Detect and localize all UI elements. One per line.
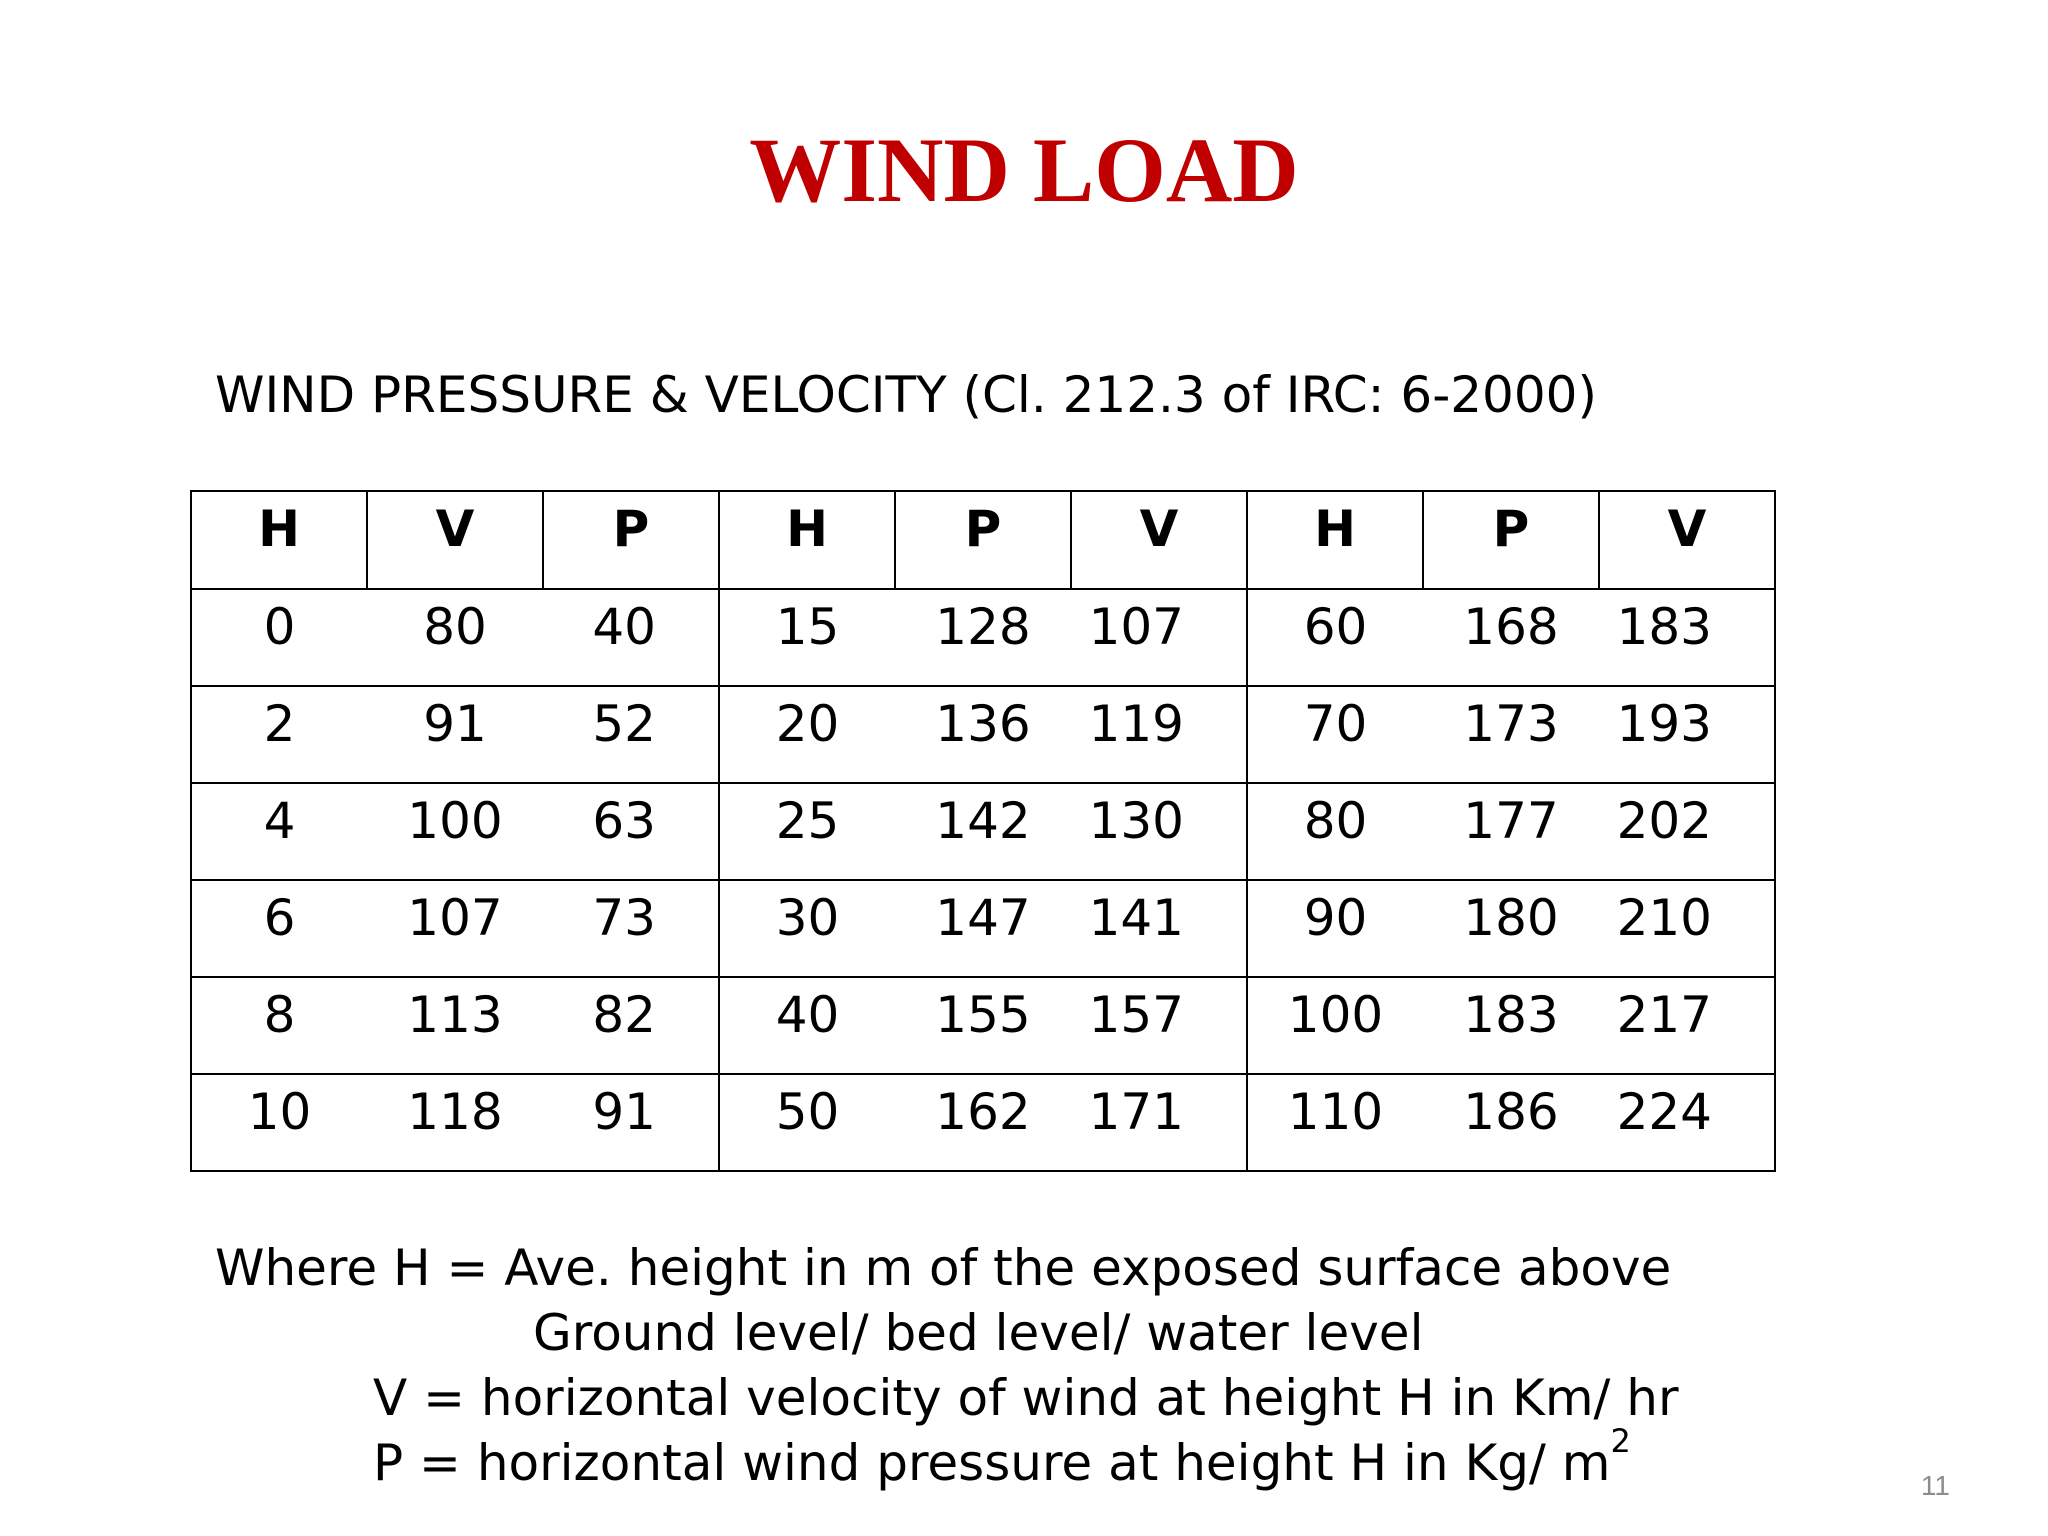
- table-cell: 10: [191, 1074, 367, 1171]
- table-cell: 119: [1071, 686, 1247, 783]
- note-velocity: V = horizontal velocity of wind at height H in Km/ hr: [373, 1369, 1679, 1427]
- table-cell: 183: [1423, 977, 1599, 1074]
- table-cell: 25: [719, 783, 895, 880]
- table-cell: 91: [543, 1074, 719, 1171]
- table-row: [191, 977, 1775, 1074]
- table-cell: 20: [719, 686, 895, 783]
- header-cell: V: [367, 491, 543, 589]
- table-cell: 50: [719, 1074, 895, 1171]
- table-cell: 168: [1423, 589, 1599, 686]
- table-cell: 15: [719, 589, 895, 686]
- table-cell: 171: [1071, 1074, 1247, 1171]
- note-height: Where H = Ave. height in m of the exposed surface above: [215, 1239, 1672, 1297]
- table-row: [191, 686, 1775, 783]
- table-cell: 210: [1599, 880, 1775, 977]
- header-cell: V: [1071, 491, 1247, 589]
- table-cell: 40: [719, 977, 895, 1074]
- table-cell: 63: [543, 783, 719, 880]
- table-header-row: [191, 491, 1775, 589]
- table-cell: 100: [1247, 977, 1423, 1074]
- header-cell: P: [1423, 491, 1599, 589]
- table-cell: 8: [191, 977, 367, 1074]
- header-cell: V: [1599, 491, 1775, 589]
- wind-pressure-velocity-table: [190, 490, 1776, 1172]
- note-pressure-superscript: 2: [1610, 1422, 1631, 1460]
- table-row: [191, 589, 1775, 686]
- table-cell: 157: [1071, 977, 1247, 1074]
- header-cell: H: [191, 491, 367, 589]
- note-pressure: [215, 1422, 1679, 1496]
- table-caption: WIND PRESSURE & VELOCITY (Cl. 212.3 of IRC: 6-2000): [215, 366, 1597, 424]
- table-cell: 147: [895, 880, 1071, 977]
- table-cell: 142: [895, 783, 1071, 880]
- table-cell: 136: [895, 686, 1071, 783]
- table-cell: 155: [895, 977, 1071, 1074]
- table-body: [191, 589, 1775, 1171]
- table-cell: 90: [1247, 880, 1423, 977]
- note-height-continued: Ground level/ bed level/ water level: [533, 1304, 1424, 1362]
- table-cell: 128: [895, 589, 1071, 686]
- table-cell: 91: [367, 686, 543, 783]
- table-cell: 30: [719, 880, 895, 977]
- table-cell: 177: [1423, 783, 1599, 880]
- table-cell: 80: [367, 589, 543, 686]
- table-cell: 162: [895, 1074, 1071, 1171]
- note-pressure-text: P = horizontal wind pressure at height H in Kg/ m: [373, 1434, 1611, 1492]
- table-cell: 130: [1071, 783, 1247, 880]
- table-cell: 80: [1247, 783, 1423, 880]
- table-cell: 193: [1599, 686, 1775, 783]
- table-cell: 73: [543, 880, 719, 977]
- table-row: [191, 880, 1775, 977]
- table-cell: 2: [191, 686, 367, 783]
- table-cell: 118: [367, 1074, 543, 1171]
- table-cell: 217: [1599, 977, 1775, 1074]
- table-row: [191, 1074, 1775, 1171]
- table-cell: 180: [1423, 880, 1599, 977]
- table-cell: 6: [191, 880, 367, 977]
- header-cell: H: [719, 491, 895, 589]
- header-cell: H: [1247, 491, 1423, 589]
- header-cell: P: [543, 491, 719, 589]
- table-cell: 60: [1247, 589, 1423, 686]
- table-cell: 113: [367, 977, 543, 1074]
- table-cell: 224: [1599, 1074, 1775, 1171]
- table-cell: 82: [543, 977, 719, 1074]
- table-cell: 183: [1599, 589, 1775, 686]
- table-row: [191, 783, 1775, 880]
- table-cell: 4: [191, 783, 367, 880]
- table-cell: 173: [1423, 686, 1599, 783]
- table-cell: 110: [1247, 1074, 1423, 1171]
- header-cell: P: [895, 491, 1071, 589]
- table-cell: 141: [1071, 880, 1247, 977]
- legend-notes: [215, 1236, 1679, 1496]
- table-cell: 70: [1247, 686, 1423, 783]
- table-cell: 107: [1071, 589, 1247, 686]
- table-cell: 186: [1423, 1074, 1599, 1171]
- slide-title: WIND LOAD: [749, 119, 1299, 221]
- table-cell: 40: [543, 589, 719, 686]
- table-cell: 100: [367, 783, 543, 880]
- table-cell: 107: [367, 880, 543, 977]
- table-cell: 52: [543, 686, 719, 783]
- table-cell: 0: [191, 589, 367, 686]
- page-number: 11: [1920, 1470, 1950, 1501]
- table-cell: 202: [1599, 783, 1775, 880]
